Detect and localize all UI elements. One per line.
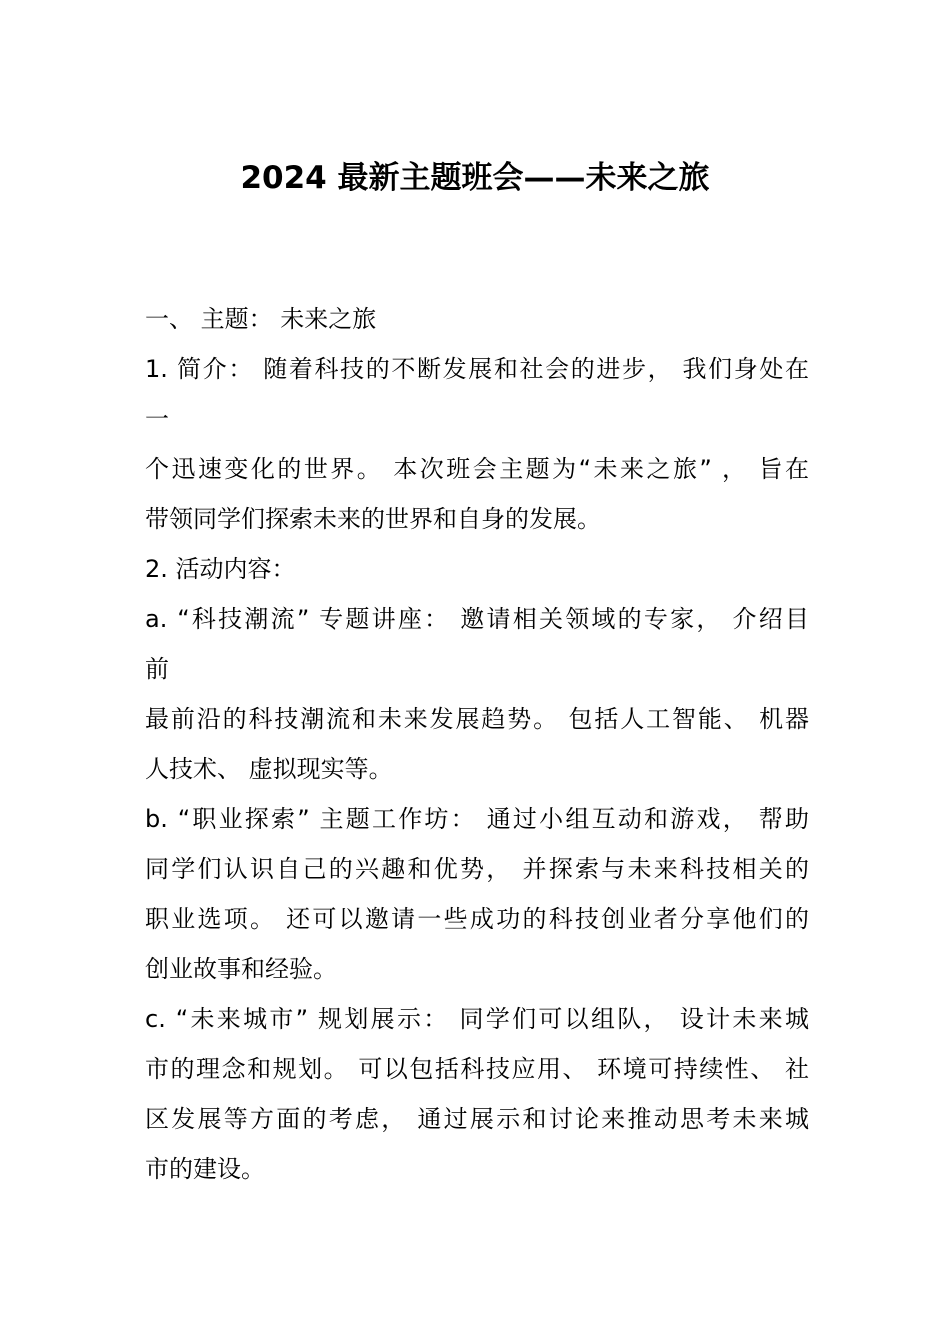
- section-heading-theme: 一、 主题： 未来之旅: [145, 305, 377, 333]
- paragraph-line: 1. 简介： 随着科技的不断发展和社会的进步， 我们身处在: [145, 355, 809, 383]
- paragraph-line: a. “科技潮流” 专题讲座： 邀请相关领域的专家， 介绍目: [145, 605, 809, 633]
- paragraph-line: 一: [145, 405, 169, 433]
- paragraph-line: 创业故事和经验。: [145, 955, 337, 983]
- paragraph-line: 最前沿的科技潮流和未来发展趋势。 包括人工智能、 机器: [145, 705, 809, 733]
- paragraph-line: 职业选项。 还可以邀请一些成功的科技创业者分享他们的: [145, 905, 809, 933]
- paragraph-line: b. “职业探索” 主题工作坊： 通过小组互动和游戏， 帮助: [145, 805, 809, 833]
- paragraph-line: 前: [145, 655, 169, 683]
- paragraph-line: 市的建设。: [145, 1155, 265, 1183]
- page-title: 2024 最新主题班会——未来之旅: [240, 160, 710, 196]
- paragraph-line: 市的理念和规划。 可以包括科技应用、 环境可持续性、 社: [145, 1055, 809, 1083]
- paragraph-line: 人技术、 虚拟现实等。: [145, 755, 393, 783]
- paragraph-line: c. “未来城市” 规划展示： 同学们可以组队， 设计未来城: [145, 1005, 809, 1033]
- document-body: [145, 294, 809, 1194]
- paragraph-line: 个迅速变化的世界。 本次班会主题为“未来之旅” ， 旨在: [145, 455, 809, 483]
- paragraph-line: 同学们认识自己的兴趣和优势， 并探索与未来科技相关的: [145, 855, 809, 883]
- paragraph-line: 区发展等方面的考虑， 通过展示和讨论来推动思考未来城: [145, 1105, 809, 1133]
- paragraph-line: 带领同学们探索未来的世界和自身的发展。: [145, 505, 601, 533]
- section-heading-activities: 2. 活动内容：: [145, 555, 296, 583]
